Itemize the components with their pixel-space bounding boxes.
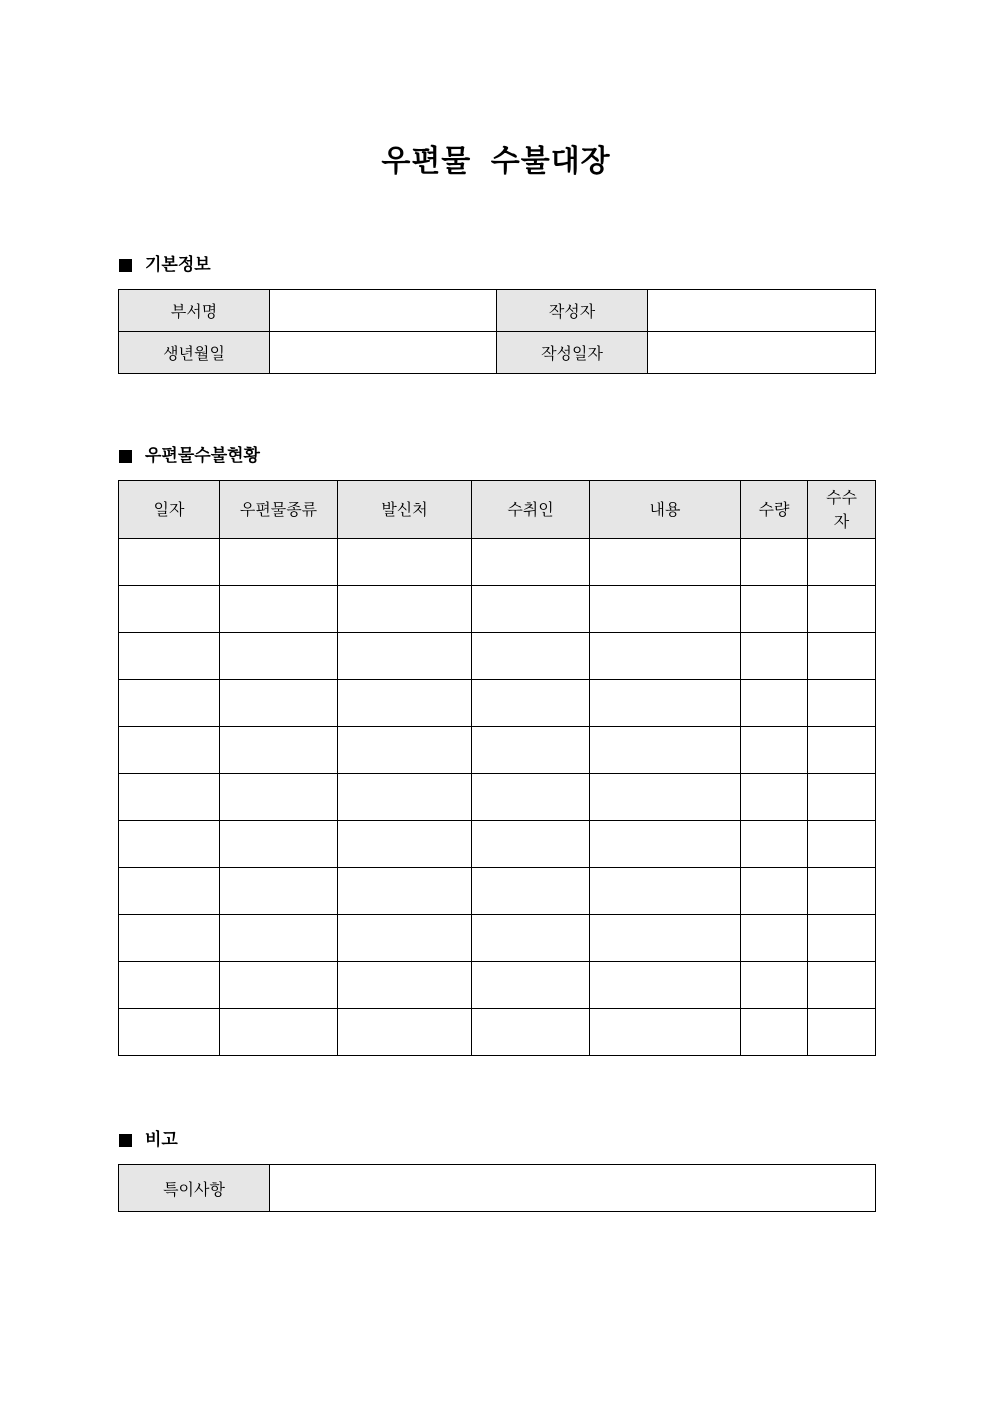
recipient-cell[interactable] <box>472 868 590 915</box>
special-notes-label: 특이사항 <box>119 1165 270 1212</box>
section-heading-remarks <box>119 1129 178 1151</box>
content-cell[interactable] <box>590 868 741 915</box>
department-field[interactable] <box>270 290 497 332</box>
mail-type-cell[interactable] <box>220 774 338 821</box>
mail-ledger-table <box>118 480 876 1056</box>
content-cell[interactable] <box>590 633 741 680</box>
table-row <box>119 680 876 727</box>
section-heading-label: 기본정보 <box>145 255 211 275</box>
sender-cell[interactable] <box>338 915 472 962</box>
sender-cell[interactable] <box>338 868 472 915</box>
content-cell[interactable] <box>590 821 741 868</box>
content-cell[interactable] <box>590 962 741 1009</box>
special-notes-field[interactable] <box>270 1165 876 1212</box>
mail-type-cell[interactable] <box>220 539 338 586</box>
date-cell[interactable] <box>119 774 220 821</box>
handler-cell[interactable] <box>808 633 876 680</box>
quantity-cell[interactable] <box>741 1009 808 1056</box>
mail-type-cell[interactable] <box>220 727 338 774</box>
content-cell[interactable] <box>590 680 741 727</box>
date-cell[interactable] <box>119 821 220 868</box>
sender-cell[interactable] <box>338 1009 472 1056</box>
quantity-cell[interactable] <box>741 915 808 962</box>
date-cell[interactable] <box>119 586 220 633</box>
table-row <box>119 727 876 774</box>
column-header-date: 일자 <box>119 481 220 539</box>
recipient-cell[interactable] <box>472 727 590 774</box>
quantity-cell[interactable] <box>741 821 808 868</box>
handler-cell[interactable] <box>808 962 876 1009</box>
recipient-cell[interactable] <box>472 774 590 821</box>
recipient-cell[interactable] <box>472 915 590 962</box>
quantity-cell[interactable] <box>741 774 808 821</box>
recipient-cell[interactable] <box>472 1009 590 1056</box>
section-heading-ledger <box>119 445 260 467</box>
quantity-cell[interactable] <box>741 586 808 633</box>
date-cell[interactable] <box>119 727 220 774</box>
content-cell[interactable] <box>590 774 741 821</box>
quantity-cell[interactable] <box>741 633 808 680</box>
mail-type-cell[interactable] <box>220 586 338 633</box>
sender-cell[interactable] <box>338 962 472 1009</box>
remarks-table <box>118 1164 876 1212</box>
sender-cell[interactable] <box>338 727 472 774</box>
content-cell[interactable] <box>590 586 741 633</box>
table-row <box>119 962 876 1009</box>
sender-cell[interactable] <box>338 680 472 727</box>
quantity-cell[interactable] <box>741 680 808 727</box>
written-date-field[interactable] <box>648 332 876 374</box>
square-bullet-icon <box>119 450 132 463</box>
mail-type-cell[interactable] <box>220 868 338 915</box>
date-cell[interactable] <box>119 680 220 727</box>
table-row <box>119 774 876 821</box>
table-row <box>119 290 876 332</box>
table-row <box>119 868 876 915</box>
handler-cell[interactable] <box>808 915 876 962</box>
content-cell[interactable] <box>590 539 741 586</box>
date-cell[interactable] <box>119 868 220 915</box>
birth-date-field[interactable] <box>270 332 497 374</box>
sender-cell[interactable] <box>338 821 472 868</box>
quantity-cell[interactable] <box>741 727 808 774</box>
column-header-sender: 발신처 <box>338 481 472 539</box>
handler-cell[interactable] <box>808 821 876 868</box>
sender-cell[interactable] <box>338 539 472 586</box>
square-bullet-icon <box>119 259 132 272</box>
mail-type-cell[interactable] <box>220 915 338 962</box>
handler-cell[interactable] <box>808 680 876 727</box>
date-cell[interactable] <box>119 915 220 962</box>
table-row <box>119 915 876 962</box>
date-cell[interactable] <box>119 633 220 680</box>
column-header-quantity: 수량 <box>741 481 808 539</box>
recipient-cell[interactable] <box>472 539 590 586</box>
handler-cell[interactable] <box>808 727 876 774</box>
birth-date-label: 생년월일 <box>119 332 270 374</box>
date-cell[interactable] <box>119 539 220 586</box>
table-row <box>119 821 876 868</box>
sender-cell[interactable] <box>338 586 472 633</box>
sender-cell[interactable] <box>338 633 472 680</box>
recipient-cell[interactable] <box>472 962 590 1009</box>
content-cell[interactable] <box>590 1009 741 1056</box>
square-bullet-icon <box>119 1134 132 1147</box>
table-row <box>119 1009 876 1056</box>
section-heading-basic-info <box>119 254 211 276</box>
column-header-mail-type: 우편물종류 <box>220 481 338 539</box>
handler-cell[interactable] <box>808 586 876 633</box>
content-cell[interactable] <box>590 727 741 774</box>
table-header-row <box>119 481 876 539</box>
date-cell[interactable] <box>119 1009 220 1056</box>
table-row <box>119 539 876 586</box>
column-header-recipient: 수취인 <box>472 481 590 539</box>
quantity-cell[interactable] <box>741 868 808 915</box>
table-row <box>119 633 876 680</box>
recipient-cell[interactable] <box>472 586 590 633</box>
mail-type-cell[interactable] <box>220 821 338 868</box>
sender-cell[interactable] <box>338 774 472 821</box>
written-date-label: 작성일자 <box>497 332 648 374</box>
writer-label: 작성자 <box>497 290 648 332</box>
content-cell[interactable] <box>590 915 741 962</box>
quantity-cell[interactable] <box>741 539 808 586</box>
writer-field[interactable] <box>648 290 876 332</box>
page-title: 우편물 수불대장 <box>381 144 611 179</box>
handler-cell[interactable] <box>808 774 876 821</box>
mail-type-cell[interactable] <box>220 962 338 1009</box>
column-header-content: 내용 <box>590 481 741 539</box>
mail-type-cell[interactable] <box>220 1009 338 1056</box>
quantity-cell[interactable] <box>741 962 808 1009</box>
recipient-cell[interactable] <box>472 821 590 868</box>
handler-cell[interactable] <box>808 1009 876 1056</box>
mail-type-cell[interactable] <box>220 633 338 680</box>
basic-info-table <box>118 289 876 374</box>
table-row <box>119 332 876 374</box>
department-label: 부서명 <box>119 290 270 332</box>
section-heading-label: 우편물수불현황 <box>145 446 260 466</box>
column-header-handler: 수수자 <box>808 481 876 539</box>
date-cell[interactable] <box>119 962 220 1009</box>
section-heading-label: 비고 <box>145 1130 178 1150</box>
recipient-cell[interactable] <box>472 633 590 680</box>
mail-type-cell[interactable] <box>220 680 338 727</box>
handler-cell[interactable] <box>808 539 876 586</box>
recipient-cell[interactable] <box>472 680 590 727</box>
handler-cell[interactable] <box>808 868 876 915</box>
table-row <box>119 586 876 633</box>
table-row <box>119 1165 876 1212</box>
